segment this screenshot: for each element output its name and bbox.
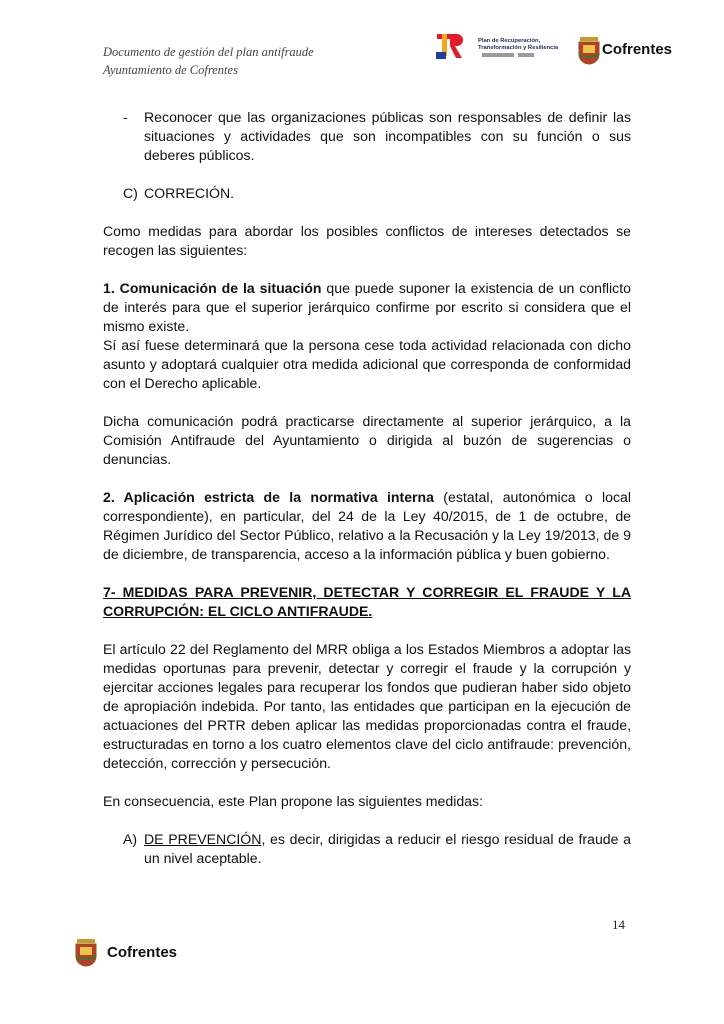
measure-2-text: (estatal, autonómica o local correspondiente), en particular, del 24 de la Ley 40/2015, de 1 de octubre, de Régimen Jurídico del Sector Público, relativo a la Recusación y la Ley 19/2013, de 9 de diciembre, de transparencia, acceso a la información pública y buen gobierno. [103, 489, 631, 562]
document-body [103, 108, 631, 868]
measure-1-channels: Dicha comunicación podrá practicarse directamente al superior jerárquico, a la Comisión Antifraude del Ayuntamiento o dirigida al buzón de sugerencias o denuncias. [103, 413, 631, 467]
measure-1-consequence: Sí así fuese determinará que la persona cese toda actividad relacionada con dicho asunto y adoptará cualquier otra medida adicional que corresponda de conformidad con el Derecho aplicable. [103, 337, 631, 391]
eu-flag-icon [436, 52, 446, 59]
prtr-text [478, 38, 558, 52]
item-a-paragraph [144, 830, 631, 868]
item-a-letter: A) [123, 831, 138, 847]
item-a [103, 830, 631, 868]
measure-1-text: que puede suponer la existencia de un conflicto de interés para que el superior jerárquico confirme por escrito si considera que el mismo existe. [103, 280, 631, 334]
organization-name: Ayuntamiento de Cofrentes [103, 63, 238, 77]
section-title: 7- MEDIDAS PARA PREVENIR, DETECTAR Y CORREGIR EL FRAUDE Y LA CORRUPCIÓN: EL CICLO ANTIFRAUDE. [103, 584, 631, 619]
article-22-paragraph: El artículo 22 del Reglamento del MRR obliga a los Estados Miembros a adoptar las medidas oportunas para prevenir, detectar y corregir el fraude y la corrupción y ejercitar acciones legales para recuperar los fondos que pudieran haber sido objeto de apropiación indebida. Por tanto, las entidades que participan en la ejecución de actuaciones del PRTR deben aplicar las medidas proporcionadas contra el fraude, estructuradas en torno a los cuatro elementos clave del ciclo antifraude: prevención, detección, corrección y persecución. [103, 641, 631, 771]
bullet-dash: - [123, 109, 128, 125]
bullet-text: Reconocer que las organizaciones públicas son responsables de definir las situaciones y actividades que son incompatibles con su función o sus deberes públicos. [144, 109, 631, 163]
measure-2-heading: 2. Aplicación estricta de la normativa interna [103, 489, 434, 505]
measure-1-paragraph [103, 279, 631, 336]
consequence-paragraph: En consecuencia, este Plan propone las siguientes medidas: [103, 793, 483, 809]
item-c-text: CORRECIÓN. [144, 185, 235, 201]
coat-of-arms-footer-icon [74, 938, 98, 968]
prtr-logo [432, 30, 568, 70]
prtr-line2: Transformación y Resiliencia [478, 45, 559, 51]
bullet-item [103, 108, 631, 165]
prtr-line1: Plan de Recuperación, [478, 38, 541, 44]
document-header [103, 43, 314, 79]
item-a-text: , es decir, dirigidas a reducir el riesgo residual de fraude a un nivel aceptable. [144, 831, 631, 866]
item-c-letter: C) [123, 185, 138, 201]
page-number: 14 [612, 917, 625, 932]
measure-1-heading: 1. Comunicación de la situación [103, 280, 322, 296]
brand-name-header: Cofrentes [602, 41, 673, 58]
doc-title: Documento de gestión del plan antifraude [103, 45, 314, 59]
intro-paragraph: Como medidas para abordar los posibles conflictos de intereses detectados se recogen las siguientes: [103, 223, 631, 258]
brand-name-footer: Cofrentes [107, 944, 178, 961]
coat-of-arms-icon [577, 36, 601, 66]
measure-2-paragraph [103, 488, 631, 564]
item-c [103, 184, 631, 203]
ministry-logo-icon-2 [518, 53, 534, 57]
item-a-heading: DE PREVENCIÓN [144, 831, 262, 847]
ministry-logo-icon [482, 53, 514, 57]
